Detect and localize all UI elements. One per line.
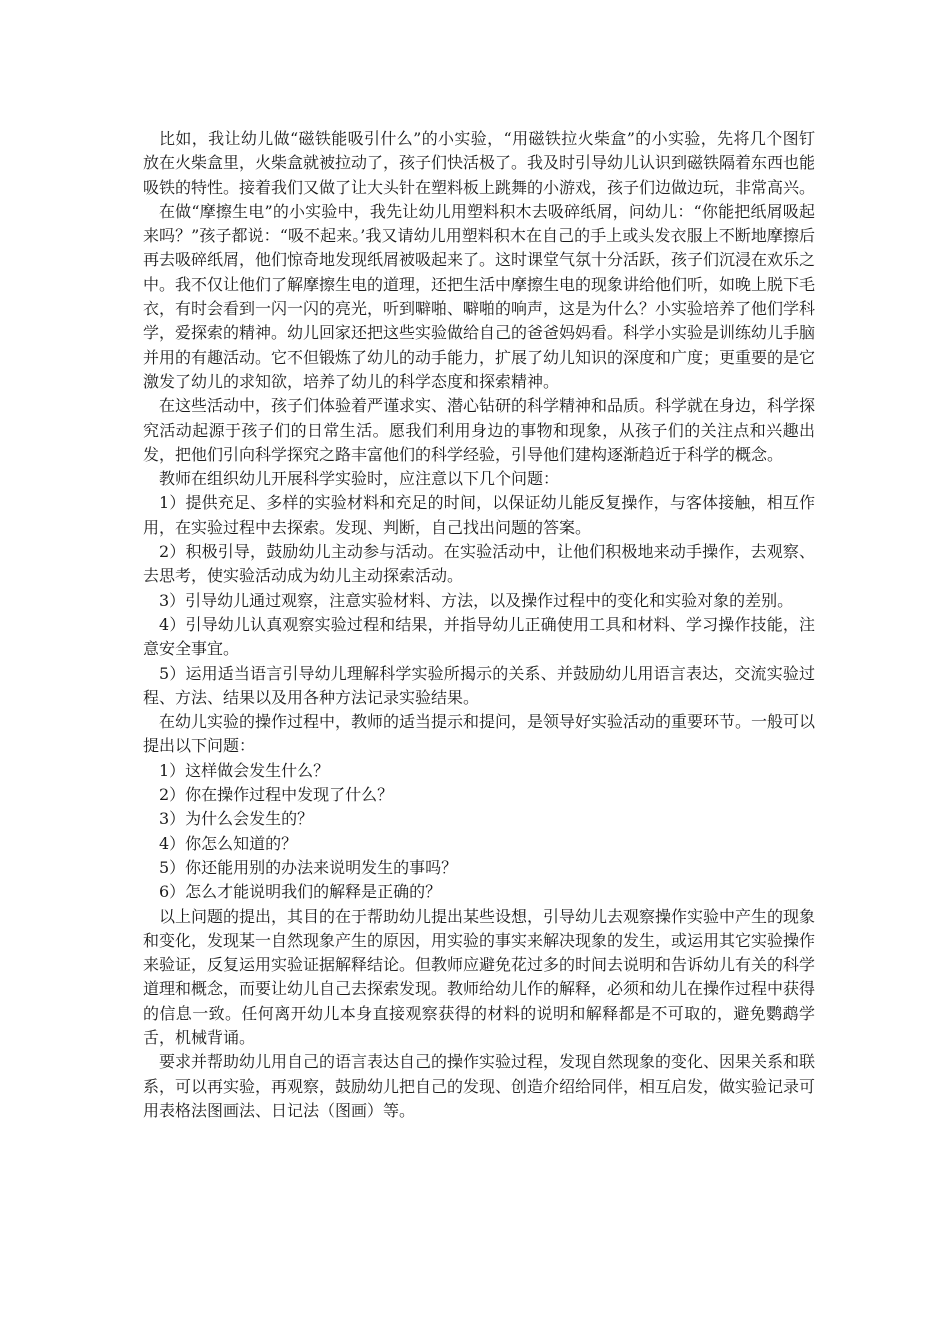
question-item: 5）你还能用别的办法来说明发生的事吗？ (159, 857, 458, 877)
question-item: 2）你在操作过程中发现了什么？ (159, 785, 394, 805)
guideline-item: 1）提供充足、多样的实验材料和充足的时间，以保证幼儿能反复操作，与客体接触，相互作用，在实验过程中去探索。发现、判断，自己找出问题的答案。 (143, 493, 815, 537)
question-item: 1）这样做会发生什么？ (159, 760, 330, 780)
paragraph-question-purpose: 以上问题的提出，其目的在于帮助幼儿提出某些设想，引导幼儿去观察操作实验中产生的现象和变化，发现某一自然现象产生的原因，用实验的事实来解决现象的发生，或运用其它实验操作来验证，反复运用实验证据解释结论。但教师应避免花过多的时间去说明和告诉幼儿有关的科学道理和概念，而要让幼儿自己去探索发现。教师给幼儿作的解释，必须和幼儿在操作过程中获得的信息一致。任何离开幼儿本身直接观察获得的材料的说明和解释都是不可取的，避免鹦鹉学舌，机械背诵。 (143, 906, 816, 1047)
paragraph-magnet-experiment: 比如，我让幼儿做“磁铁能吸引什么”的小实验，“用磁铁拉火柴盒”的小实验，先将几个图钉放在火柴盒里，火柴盒就被拉动了，孩子们快活极了。我及时引导幼儿认识到磁铁隔着东西也能吸铁的特性。接着我们又做了让大头针在塑料板上跳舞的小游戏，孩子们边做边玩，非常高兴。 (143, 129, 816, 197)
guideline-item: 2）积极引导，鼓励幼儿主动参与活动。在实验活动中，让他们积极地来动手操作，去观察、去思考，使实验活动成为幼儿主动探索活动。 (143, 542, 815, 586)
question-item: 6）怎么才能说明我们的解释是正确的？ (159, 882, 442, 902)
guideline-item: 3）引导幼儿通过观察，注意实验材料、方法，以及操作过程中的变化和实验对象的差别。 (159, 590, 794, 610)
document-body (143, 127, 815, 1123)
guideline-item: 4）引导幼儿认真观察实验过程和结果，并指导幼儿正确使用工具和材料、学习操作技能，注意安全事宜。 (143, 614, 815, 659)
paragraph-scientific-spirit: 在这些活动中，孩子们体验着严谨求实、潜心钻研的科学精神和品质。科学就在身边，科学探究活动起源于孩子们的日常生活。愿我们利用身边的事物和现象，从孩子们的关注点和兴趣出发，把他们引向科学探究之路丰富他们的科学经验，引导他们建构逐渐趋近于科学的概念。 (143, 396, 816, 464)
paragraph-friction-electricity: 在做“摩擦生电”的小实验中，我先让幼儿用塑料积木去吸碎纸屑，问幼儿：“你能把纸屑吸起来吗？”孩子都说：“吸不起来。’我又请幼儿用塑料积木在自己的手上或头发衣服上不断地摩擦后再去吸碎纸屑，他们惊奇地发现纸屑被吸起来了。这时课堂气氛十分活跃，孩子们沉浸在欢乐之中。我不仅让他们了解摩擦生电的道理，还把生活中摩擦生电的现象讲给他们听，如晚上脱下毛衣，有时会看到一闪一闪的亮光，听到噼啪、噼啪的响声，这是为什么？小实验培养了他们学科学，爱探索的精神。幼儿回家还把这些实验做给自己的爸爸妈妈看。科学小实验是训练幼儿手脑并用的有趣活动。它不但锻炼了幼儿的动手能力，扩展了幼儿知识的深度和广度；更重要的是它激发了幼儿的求知欲，培养了幼儿的科学态度和探索精神。 (143, 201, 816, 391)
paragraph-expression: 要求并帮助幼儿用自己的语言表达自己的操作实验过程，发现自然现象的变化、因果关系和联系，可以再实验，再观察，鼓励幼儿把自己的发现、创造介绍给同伴，相互启发，做实验记录可用表格法图画法、日记法（图画）等。 (143, 1052, 816, 1120)
question-item: 4）你怎么知道的？ (159, 833, 298, 853)
guideline-item: 5）运用适当语言引导幼儿理解科学实验所揭示的关系、并鼓励幼儿用语言表达，交流实验过程、方法、结果以及用各种方法记录实验结果。 (143, 663, 815, 707)
paragraph-questions-intro: 在幼儿实验的操作过程中，教师的适当提示和提问，是领导好实验活动的重要环节。一般可以提出以下问题： (143, 712, 816, 756)
question-item: 3）为什么会发生的？ (159, 809, 314, 829)
paragraph-guidelines-intro: 教师在组织幼儿开展科学实验时，应注意以下几个问题： (159, 469, 560, 489)
